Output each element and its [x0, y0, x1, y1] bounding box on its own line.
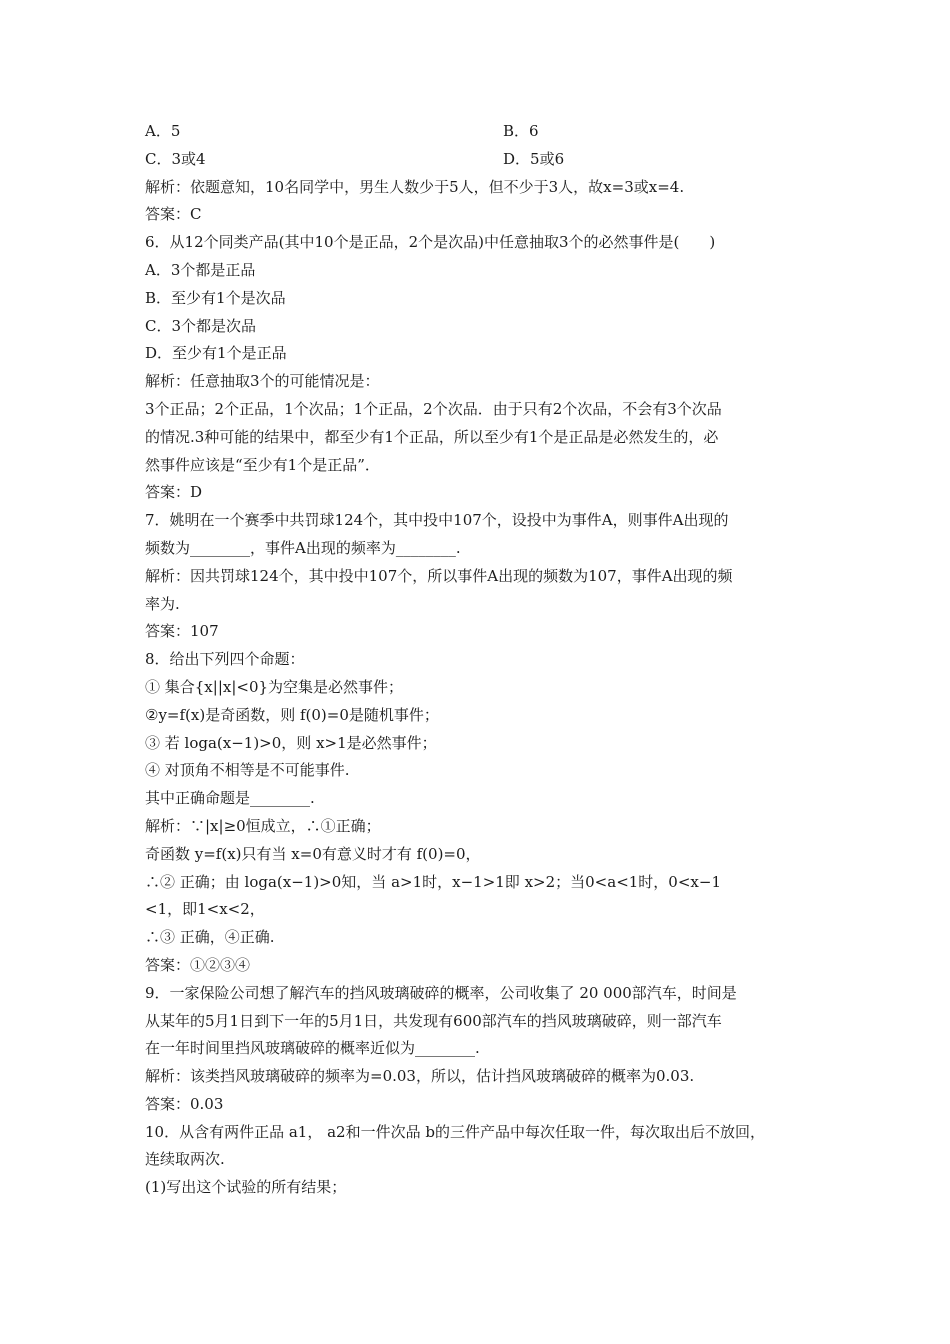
q6-analysis-line: 的情况.3种可能的结果中，都至少有1个正品，所以至少有1个是正品是必然发生的，必 — [145, 427, 719, 446]
q6-option-a: A．3个都是正品 — [145, 260, 256, 279]
q8-analysis-line: <1，即1<x<2， — [145, 900, 265, 919]
option-a: A．5 — [145, 122, 181, 140]
q6-analysis-line: 解析：任意抽取3个的可能情况是： — [145, 372, 380, 391]
q8-analysis-line: ∴② 正确；由 loga(x−1)>0知，当 a>1时，x−1>1即 x>2；当0<a<1时，0<x−1 — [145, 872, 721, 891]
q6-stem: 6．从12个同类产品(其中10个是正品，2个是次品)中任意抽取3个的必然事件是( ) — [145, 233, 716, 252]
q5-analysis: 解析：依题意知，10名同学中，男生人数少于5人，但不少于3人，故x=3或x=4. — [145, 177, 685, 196]
option-b: B．6 — [503, 122, 539, 140]
q7-answer: 答案：107 — [145, 622, 219, 641]
q7-stem-line: 7．姚明在一个赛季中共罚球124个，其中投中107个，设投中为事件A，则事件A出现的 — [145, 511, 729, 530]
q7-analysis-line: 率为. — [145, 594, 180, 613]
q9-analysis: 解析：该类挡风玻璃破碎的频率为=0.03，所以，估计挡风玻璃破碎的概率为0.03. — [145, 1067, 695, 1086]
option-c: C．3或4 — [145, 149, 206, 168]
option-row — [145, 118, 815, 146]
q10-subquestion-1: (1)写出这个试验的所有结果； — [145, 1178, 347, 1197]
option-row — [145, 146, 815, 174]
q9-stem-line: 9．一家保险公司想了解汽车的挡风玻璃破碎的概率，公司收集了 20 000部汽车，时间是 — [145, 983, 737, 1002]
q8-analysis-line: 奇函数 y=f(x)只有当 x=0有意义时才有 f(0)=0， — [145, 844, 481, 863]
q8-answer: 答案：①②③④ — [145, 955, 251, 974]
q9-stem-line: 在一年时间里挡风玻璃破碎的概率近似为________. — [145, 1039, 480, 1058]
q9-stem-line: 从某年的5月1日到下一年的5月1日，共发现有600部汽车的挡风玻璃破碎，则一部汽车 — [145, 1011, 722, 1030]
q6-option-d: D．至少有1个是正品 — [145, 344, 287, 363]
option-d: D．5或6 — [503, 149, 565, 168]
document-content — [145, 118, 815, 1202]
q10-stem-line: 连续取两次. — [145, 1150, 225, 1169]
q6-analysis-line: 3个正品；2个正品，1个次品；1个正品，2个次品．由于只有2个次品，不会有3个次品 — [145, 399, 722, 418]
q8-item: ②y=f(x)是奇函数，则 f(0)=0是随机事件； — [145, 705, 439, 724]
q8-stem: 8．给出下列四个命题： — [145, 650, 305, 669]
q6-option-b: B．至少有1个是次品 — [145, 288, 286, 307]
q8-analysis-line: 解析：∵|x|≥0恒成立，∴①正确； — [145, 816, 381, 835]
q8-analysis-line: ∴③ 正确，④正确. — [145, 928, 275, 947]
q6-analysis-line: 然事件应该是“至少有1个是正品”． — [145, 455, 380, 474]
q7-stem-line: 频数为________，事件A出现的频率为________. — [145, 538, 461, 557]
q6-option-c: C．3个都是次品 — [145, 316, 257, 335]
q8-item: ① 集合{x||x|<0}为空集是必然事件； — [145, 677, 404, 696]
q8-ask: 其中正确命题是________. — [145, 789, 315, 808]
q10-stem-line: 10．从含有两件正品 a1， a2和一件次品 b的三件产品中每次任取一件，每次取出后不放回， — [145, 1122, 765, 1141]
q8-item: ③ 若 loga(x−1)>0，则 x>1是必然事件； — [145, 733, 437, 752]
q6-answer: 答案：D — [145, 483, 203, 502]
q7-analysis-line: 解析：因共罚球124个，其中投中107个，所以事件A出现的频数为107，事件A出现的频 — [145, 566, 733, 585]
q9-answer: 答案：0.03 — [145, 1094, 224, 1113]
q5-answer: 答案：C — [145, 205, 202, 224]
q8-item: ④ 对顶角不相等是不可能事件. — [145, 761, 350, 780]
